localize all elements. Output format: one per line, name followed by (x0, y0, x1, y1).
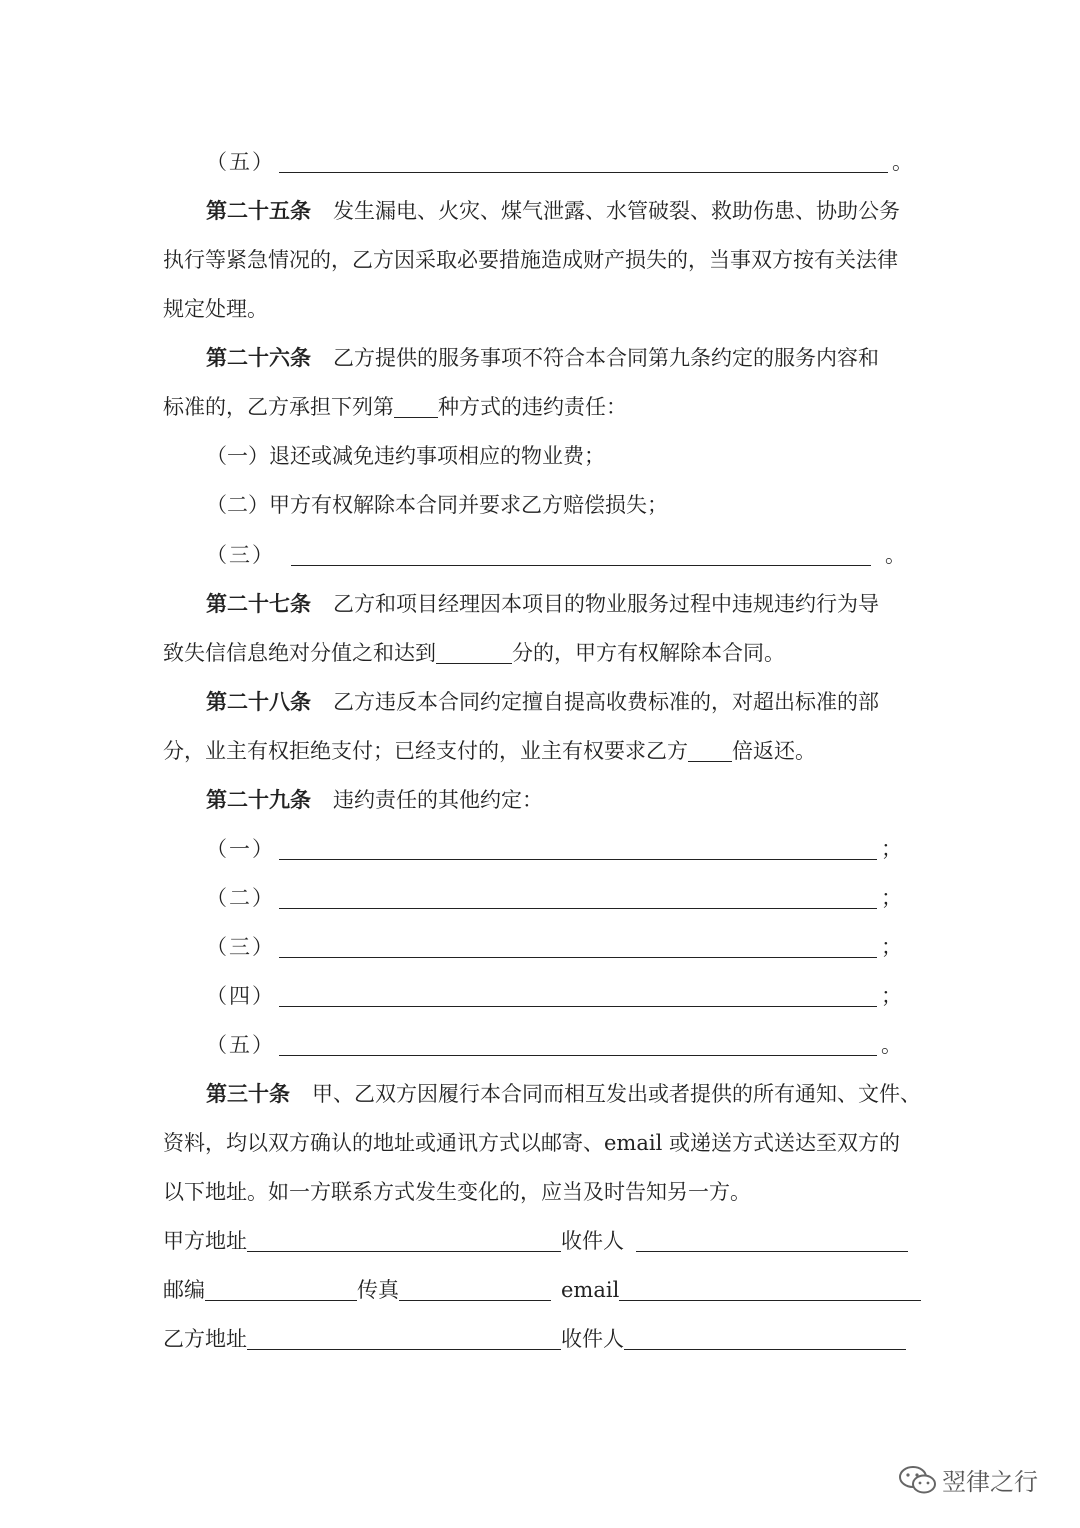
blank-line (394, 396, 438, 418)
recipient-field[interactable] (636, 1230, 908, 1252)
item-end: ； (881, 935, 902, 959)
art27-line1 (206, 589, 918, 619)
article-text: 乙方提供的服务事项不符合本合同第九条约定的服务内容和 (333, 346, 879, 370)
article-text: 种方式的违约责任： (438, 395, 627, 419)
art28-line2 (163, 736, 918, 766)
art25-line3: 规定处理。 (163, 297, 268, 321)
article-title: 第三十条 (206, 1081, 290, 1106)
article-title: 第二十八条 (206, 689, 311, 714)
art26-line2 (163, 392, 918, 422)
fax-field[interactable] (399, 1279, 551, 1301)
art28-line1 (206, 687, 918, 717)
art25-line2: 执行等紧急情况的，乙方因采取必要措施造成财产损失的，当事双方按有关法律 (163, 248, 898, 272)
art26-item3 (206, 540, 906, 570)
blank-line (279, 936, 877, 958)
blank-line (279, 838, 877, 860)
item-end: ； (881, 984, 902, 1008)
item-end: 。 (881, 1033, 902, 1057)
recipient-b-field[interactable] (624, 1328, 906, 1350)
item-end: 。 (885, 543, 906, 567)
article-text: 乙方和项目经理因本项目的物业服务过程中违规违约行为导 (333, 592, 879, 616)
art30-line2: 资料，均以双方确认的地址或通讯方式以邮寄、email 或递送方式送达至双方的 (163, 1131, 900, 1155)
fax-label: 传真 (357, 1278, 399, 1302)
art29-item5 (206, 1030, 902, 1060)
item-label: （三） (206, 935, 275, 959)
article-title: 第二十六条 (206, 345, 311, 370)
blank-line (279, 1034, 877, 1056)
art29-line1 (206, 785, 918, 815)
article-text: 违约责任的其他约定： (333, 788, 543, 812)
article-text: 乙方违反本合同约定擅自提高收费标准的，对超出标准的部 (333, 690, 879, 714)
blank-line (279, 985, 877, 1007)
recipient-label: 收件人 (561, 1229, 624, 1253)
article-text: 致失信信息绝对分值之和达到 (163, 641, 436, 665)
blank-line (291, 544, 871, 566)
item-label: （二） (206, 886, 275, 910)
item-label: （五） (206, 1033, 275, 1057)
party-a-address-label: 甲方地址 (163, 1229, 247, 1253)
art27-line2 (163, 638, 918, 668)
art30-line3: 以下地址。如一方联系方式发生变化的，应当及时告知另一方。 (163, 1180, 751, 1204)
postcode-label: 邮编 (163, 1278, 205, 1302)
watermark (898, 1462, 1038, 1497)
blank-line (279, 887, 877, 909)
art29-item1 (206, 834, 902, 864)
item-label: （五） (206, 150, 275, 174)
art26-line1 (206, 343, 918, 373)
party-b-address-row (163, 1324, 918, 1354)
item-label: （一） (206, 837, 275, 861)
email-field[interactable] (619, 1279, 921, 1301)
blank-line (436, 642, 512, 664)
article-text: 分的，甲方有权解除本合同。 (512, 641, 785, 665)
blank-line (279, 151, 888, 173)
postcode-field[interactable] (205, 1279, 357, 1301)
party-b-address-field[interactable] (247, 1328, 561, 1350)
contact-row (163, 1275, 918, 1305)
party-a-address-row (163, 1226, 918, 1256)
article-text: 甲、乙双方因履行本合同而相互发出或者提供的所有通知、文件、 (312, 1082, 921, 1106)
art26-item1: （一）退还或减免违约事项相应的物业费； (206, 444, 605, 468)
article-text: 倍返还。 (732, 739, 816, 763)
recipient-label: 收件人 (561, 1327, 624, 1351)
item-end: ； (881, 886, 902, 910)
watermark-text: 翌律之行 (942, 1468, 1038, 1496)
item-label: （三） (206, 543, 275, 567)
wechat-icon (898, 1464, 938, 1496)
blank-line (688, 740, 732, 762)
item-label: （四） (206, 984, 275, 1008)
article-title: 第二十五条 (206, 198, 311, 223)
art26-item2: （二）甲方有权解除本合同并要求乙方赔偿损失； (206, 493, 668, 517)
email-label: email (561, 1278, 620, 1302)
article-text: 发生漏电、火灾、煤气泄露、水管破裂、救助伤患、协助公务 (333, 199, 900, 223)
item-end: ； (881, 837, 902, 861)
party-a-address-field[interactable] (247, 1230, 561, 1252)
art29-item3 (206, 932, 902, 962)
article-text: 标准的，乙方承担下列第 (163, 395, 394, 419)
art30-line1 (206, 1079, 921, 1109)
article-text: 分，业主有权拒绝支付；已经支付的，业主有权要求乙方 (163, 739, 688, 763)
art29-item4 (206, 981, 902, 1011)
article-title: 第二十七条 (206, 591, 311, 616)
art29-item2 (206, 883, 902, 913)
art25-line1 (206, 196, 918, 226)
party-b-address-label: 乙方地址 (163, 1327, 247, 1351)
art24-item5 (206, 147, 913, 177)
item-end: 。 (892, 150, 913, 174)
article-title: 第二十九条 (206, 787, 311, 812)
